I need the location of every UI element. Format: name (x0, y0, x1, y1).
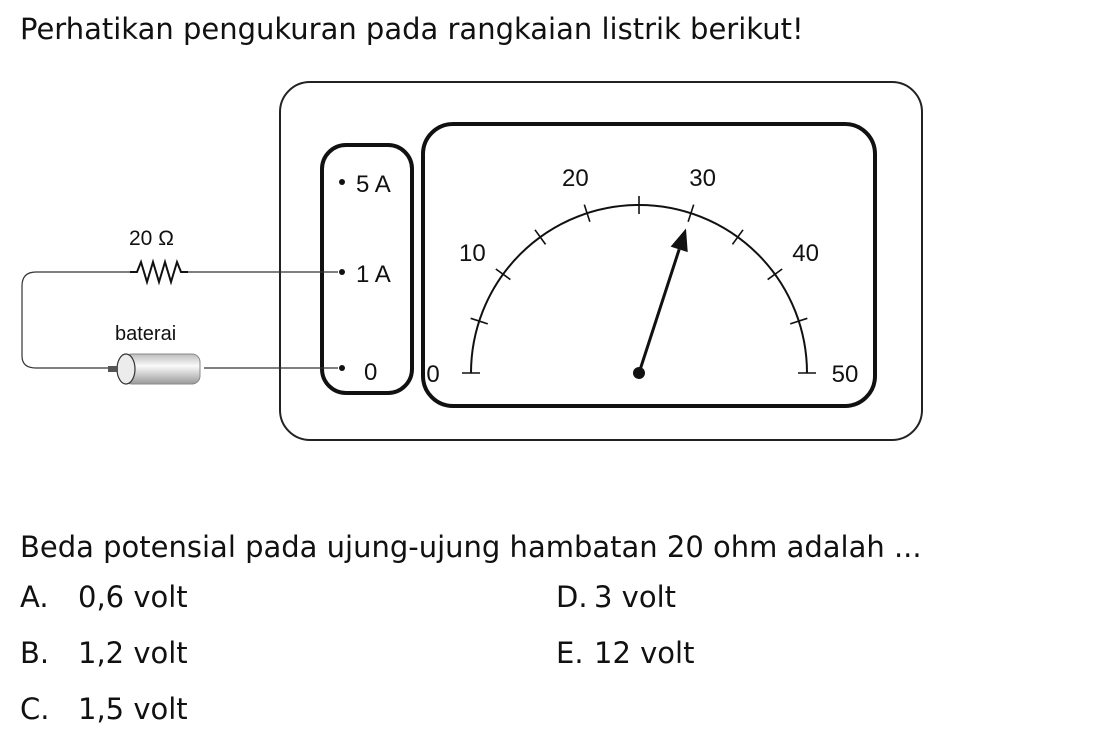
option-text: 0,6 volt (78, 580, 188, 614)
scale-tick (732, 230, 743, 245)
battery-label: baterai (115, 323, 177, 345)
option-d[interactable] (556, 580, 676, 614)
option-b[interactable] (20, 636, 188, 670)
terminal-dot-0 (339, 365, 345, 371)
needle-pivot (633, 367, 645, 379)
scale-label: 40 (792, 239, 820, 267)
scale-label: 20 (561, 165, 589, 193)
option-letter: E. (556, 636, 584, 670)
terminal-label-0: 0 (364, 359, 378, 386)
scale-tick (768, 269, 783, 280)
needle (639, 249, 679, 373)
scale-label: 10 (458, 239, 486, 267)
terminal-label-1a: 1 A (356, 261, 391, 288)
scale-label: 0 (426, 361, 440, 388)
scale-tick (496, 269, 511, 280)
option-letter: C. (20, 692, 50, 726)
battery-icon (108, 354, 200, 384)
option-text: 1,5 volt (78, 692, 188, 726)
option-text: 1,2 volt (78, 636, 188, 670)
option-a[interactable] (20, 580, 188, 614)
resistor-symbol (130, 262, 188, 282)
option-c[interactable] (20, 692, 188, 726)
wire-left-loop (22, 272, 130, 368)
question-prompt: Beda potensial pada ujung-ujung hambatan 20 ohm adalah ... (20, 530, 922, 564)
intro-text: Perhatikan pengukuran pada rangkaian listrik berikut! (20, 12, 804, 46)
scale-ticks (462, 196, 816, 373)
option-letter: A. (20, 580, 49, 614)
scale-arc (471, 205, 807, 373)
terminal-dot-5a (339, 179, 345, 185)
option-letter: B. (20, 636, 50, 670)
option-letter: D. (556, 580, 588, 614)
scale-labels (426, 165, 858, 388)
scale-label: 50 (831, 361, 859, 388)
option-text: 12 volt (594, 636, 695, 670)
needle-arrowhead (671, 228, 688, 252)
option-e[interactable] (556, 636, 694, 670)
option-text: 3 volt (594, 580, 677, 614)
terminal-label-5a: 5 A (356, 171, 391, 198)
scale-tick (535, 230, 546, 245)
resistor-label: 20 Ω (129, 227, 174, 250)
terminal-dot-1a (339, 269, 345, 275)
scale-label: 30 (689, 165, 717, 193)
